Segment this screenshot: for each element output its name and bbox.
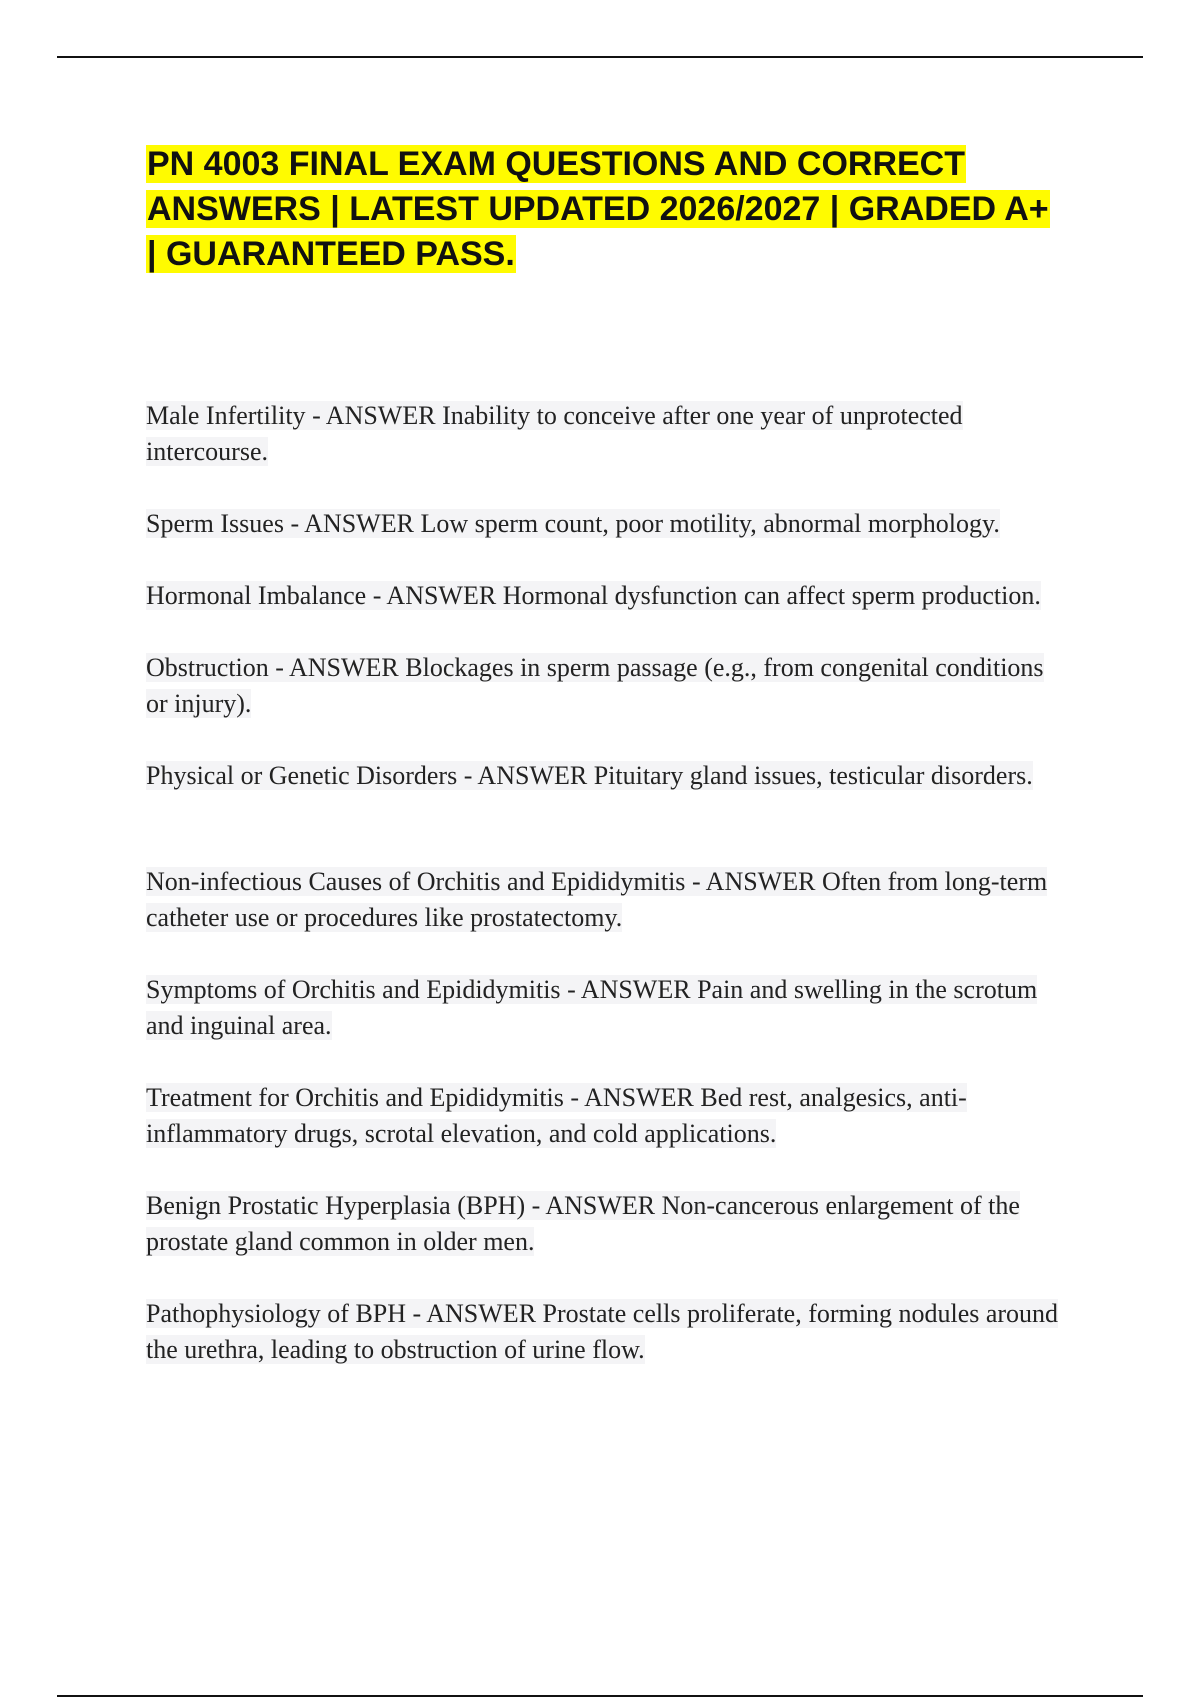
qa-answer: Often from long-term catheter use or procedures like prostatectomy.: [146, 867, 1048, 932]
qa-separator: - ANSWER: [685, 867, 822, 896]
qa-item: [146, 650, 1066, 722]
qa-item: [146, 864, 1066, 936]
qa-item: [146, 972, 1066, 1044]
qa-list: [146, 398, 1066, 1368]
qa-separator: - ANSWER: [525, 1191, 662, 1220]
qa-answer: Prostate cells proliferate, forming nodules around the urethra, leading to obstruction of urine flow.: [146, 1299, 1059, 1364]
top-rule: [57, 56, 1143, 58]
qa-answer: Low sperm count, poor motility, abnormal morphology.: [420, 509, 1000, 538]
qa-item: [146, 1080, 1066, 1152]
qa-term: Male Infertility: [146, 401, 306, 430]
qa-answer: Hormonal dysfunction can affect sperm production.: [502, 581, 1041, 610]
qa-item: [146, 506, 1066, 542]
bottom-rule: [57, 1695, 1143, 1697]
qa-item: [146, 758, 1066, 794]
document-title-text: PN 4003 FINAL EXAM QUESTIONS AND CORRECT ANSWERS | LATEST UPDATED 2026/2027 | GRADED A+ | GUARANTEED PASS.: [147, 145, 1049, 273]
qa-term: Obstruction: [146, 653, 269, 682]
qa-separator: - ANSWER: [366, 581, 503, 610]
qa-separator: - ANSWER: [457, 761, 594, 790]
qa-term: Benign Prostatic Hyperplasia (BPH): [146, 1191, 526, 1220]
qa-term: Treatment for Orchitis and Epididymitis: [146, 1083, 564, 1112]
qa-separator: - ANSWER: [268, 653, 406, 682]
qa-term: Symptoms of Orchitis and Epididymitis: [146, 975, 561, 1004]
qa-term: Non-infectious Causes of Orchitis and Epididymitis: [146, 867, 686, 896]
qa-separator: - ANSWER: [283, 509, 421, 538]
qa-answer: Inability to conceive after one year of unprotected intercourse.: [146, 401, 963, 466]
qa-item: [146, 1296, 1066, 1368]
qa-answer: Pain and swelling in the scrotum and inguinal area.: [146, 975, 1038, 1040]
qa-term: Hormonal Imbalance: [146, 581, 367, 610]
qa-item: [146, 578, 1066, 614]
qa-separator: - ANSWER: [563, 1083, 701, 1112]
qa-item: [146, 398, 1066, 470]
qa-separator: - ANSWER: [560, 975, 698, 1004]
qa-answer: Bed rest, analgesics, anti-inflammatory drugs, scrotal elevation, and cold applications.: [146, 1083, 967, 1148]
qa-term: Physical or Genetic Disorders: [146, 761, 458, 790]
qa-item: [146, 1188, 1066, 1260]
qa-answer: Blockages in sperm passage (e.g., from congenital conditions or injury).: [146, 653, 1044, 718]
qa-separator: - ANSWER: [406, 1299, 543, 1328]
qa-answer: Non-cancerous enlargement of the prostate gland common in older men.: [146, 1191, 1020, 1256]
title-block: [146, 142, 1066, 277]
qa-term: Pathophysiology of BPH: [146, 1299, 407, 1328]
qa-answer: Pituitary gland issues, testicular disorders.: [593, 761, 1033, 790]
document-title: [146, 142, 1066, 277]
qa-term: Sperm Issues: [146, 509, 284, 538]
qa-separator: - ANSWER: [305, 401, 443, 430]
